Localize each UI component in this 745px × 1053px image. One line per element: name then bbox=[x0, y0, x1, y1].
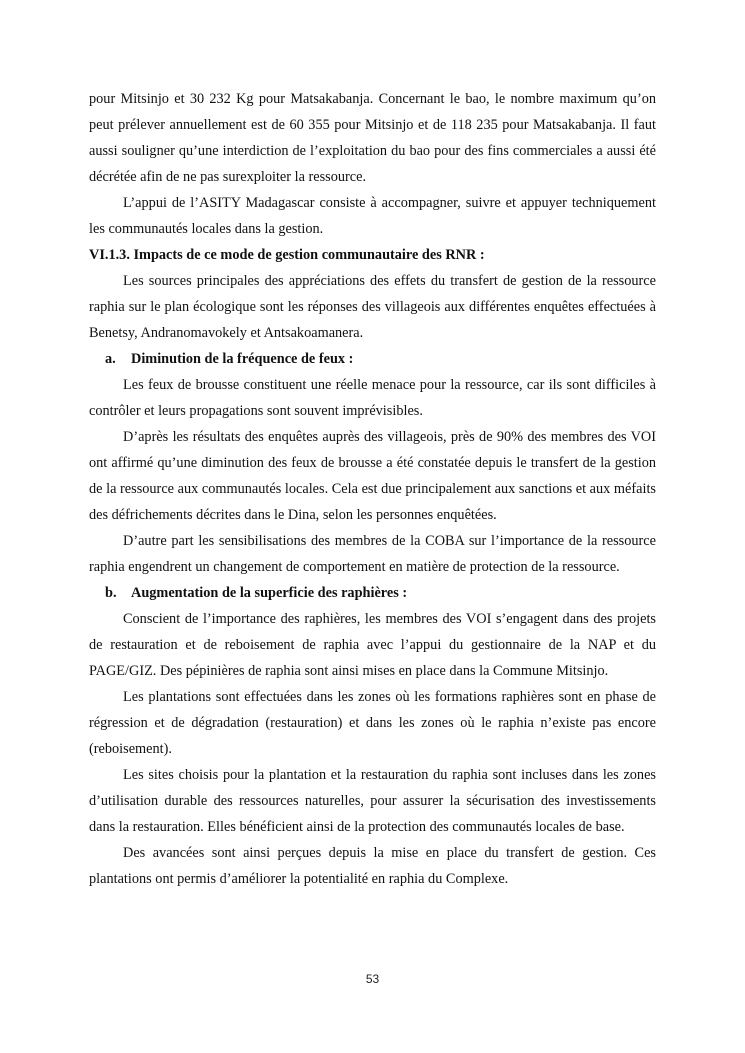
subheading-label: Diminution de la fréquence de feux : bbox=[131, 351, 354, 367]
paragraph-progress: Des avancées sont ainsi perçues depuis la mise en place du transfert de gestion. Ces plantations ont permis d’améliorer la potentialité en raphia du Complexe. bbox=[89, 845, 656, 887]
paragraph-survey-results: D’après les résultats des enquêtes auprès des villageois, près de 90% des membres des VOI ont affirmé qu’une diminution des feux de brousse a été constatée depuis le transfert de la gestion de la ressource aux communautés locales. Cela est due principalement aux sanctions et aux méfaits des défrichements décrites dans le Dina, selon les personnes enquêtées. bbox=[89, 429, 656, 523]
list-marker: b. bbox=[105, 585, 117, 601]
paragraph-chosen-sites: Les sites choisis pour la plantation et la restauration du raphia sont incluses dans les zones d’utilisation durable des ressources naturelles, pour assurer la sécurisation des investissements dans la restauration. Elles bénéficient ainsi de la protection des communautés locales de base. bbox=[89, 767, 656, 835]
subheading-fire-frequency bbox=[89, 346, 656, 372]
list-marker: a. bbox=[105, 351, 116, 367]
page-body bbox=[89, 86, 656, 892]
subheading-raphia-area bbox=[89, 580, 656, 606]
paragraph-bush-fires: Les feux de brousse constituent une réelle menace pour la ressource, car ils sont difficiles à contrôler et leurs propagations sont souvent imprévisibles. bbox=[89, 377, 656, 419]
paragraph-mitsinjo-matsakabanja: pour Mitsinjo et 30 232 Kg pour Matsakabanja. Concernant le bao, le nombre maximum qu’on peut prélever annuellement est de 60 355 pour Mitsinjo et de 118 235 pour Matsakabanja. Il faut aussi souligner qu’une interdiction de l’exploitation du bao pour des fins commerciales a aussi été décrétée afin de ne pas surexploiter la ressource. bbox=[89, 91, 656, 185]
paragraph-plantation-zones: Les plantations sont effectuées dans les zones où les formations raphières sont en phase de régression et de dégradation (restauration) et dans les zones où le raphia n’existe pas encore (reboisement). bbox=[89, 689, 656, 757]
subheading-label: Augmentation de la superficie des raphières : bbox=[131, 585, 408, 601]
paragraph-sources: Les sources principales des appréciations des effets du transfert de gestion de la ressource raphia sur le plan écologique sont les réponses des villageois aux différentes enquêtes effectuées à Benetsy, Andranomavokely et Antsakoamanera. bbox=[89, 273, 656, 341]
page-number: 53 bbox=[365, 972, 380, 986]
paragraph-awareness: D’autre part les sensibilisations des membres de la COBA sur l’importance de la ressource raphia engendrent un changement de comportement en matière de protection de la ressource. bbox=[89, 533, 656, 575]
paragraph-asity-support: L’appui de l’ASITY Madagascar consiste à accompagner, suivre et appuyer techniquement les communautés locales dans la gestion. bbox=[89, 195, 656, 237]
section-heading-impacts: VI.1.3. Impacts de ce mode de gestion communautaire des RNR : bbox=[89, 247, 485, 263]
paragraph-restoration-projects: Conscient de l’importance des raphières, les membres des VOI s’engagent dans des projets de restauration et de reboisement de raphia avec l’appui du gestionnaire de la NAP et du PAGE/GIZ. Des pépinières de raphia sont ainsi mises en place dans la Commune Mitsinjo. bbox=[89, 611, 656, 679]
